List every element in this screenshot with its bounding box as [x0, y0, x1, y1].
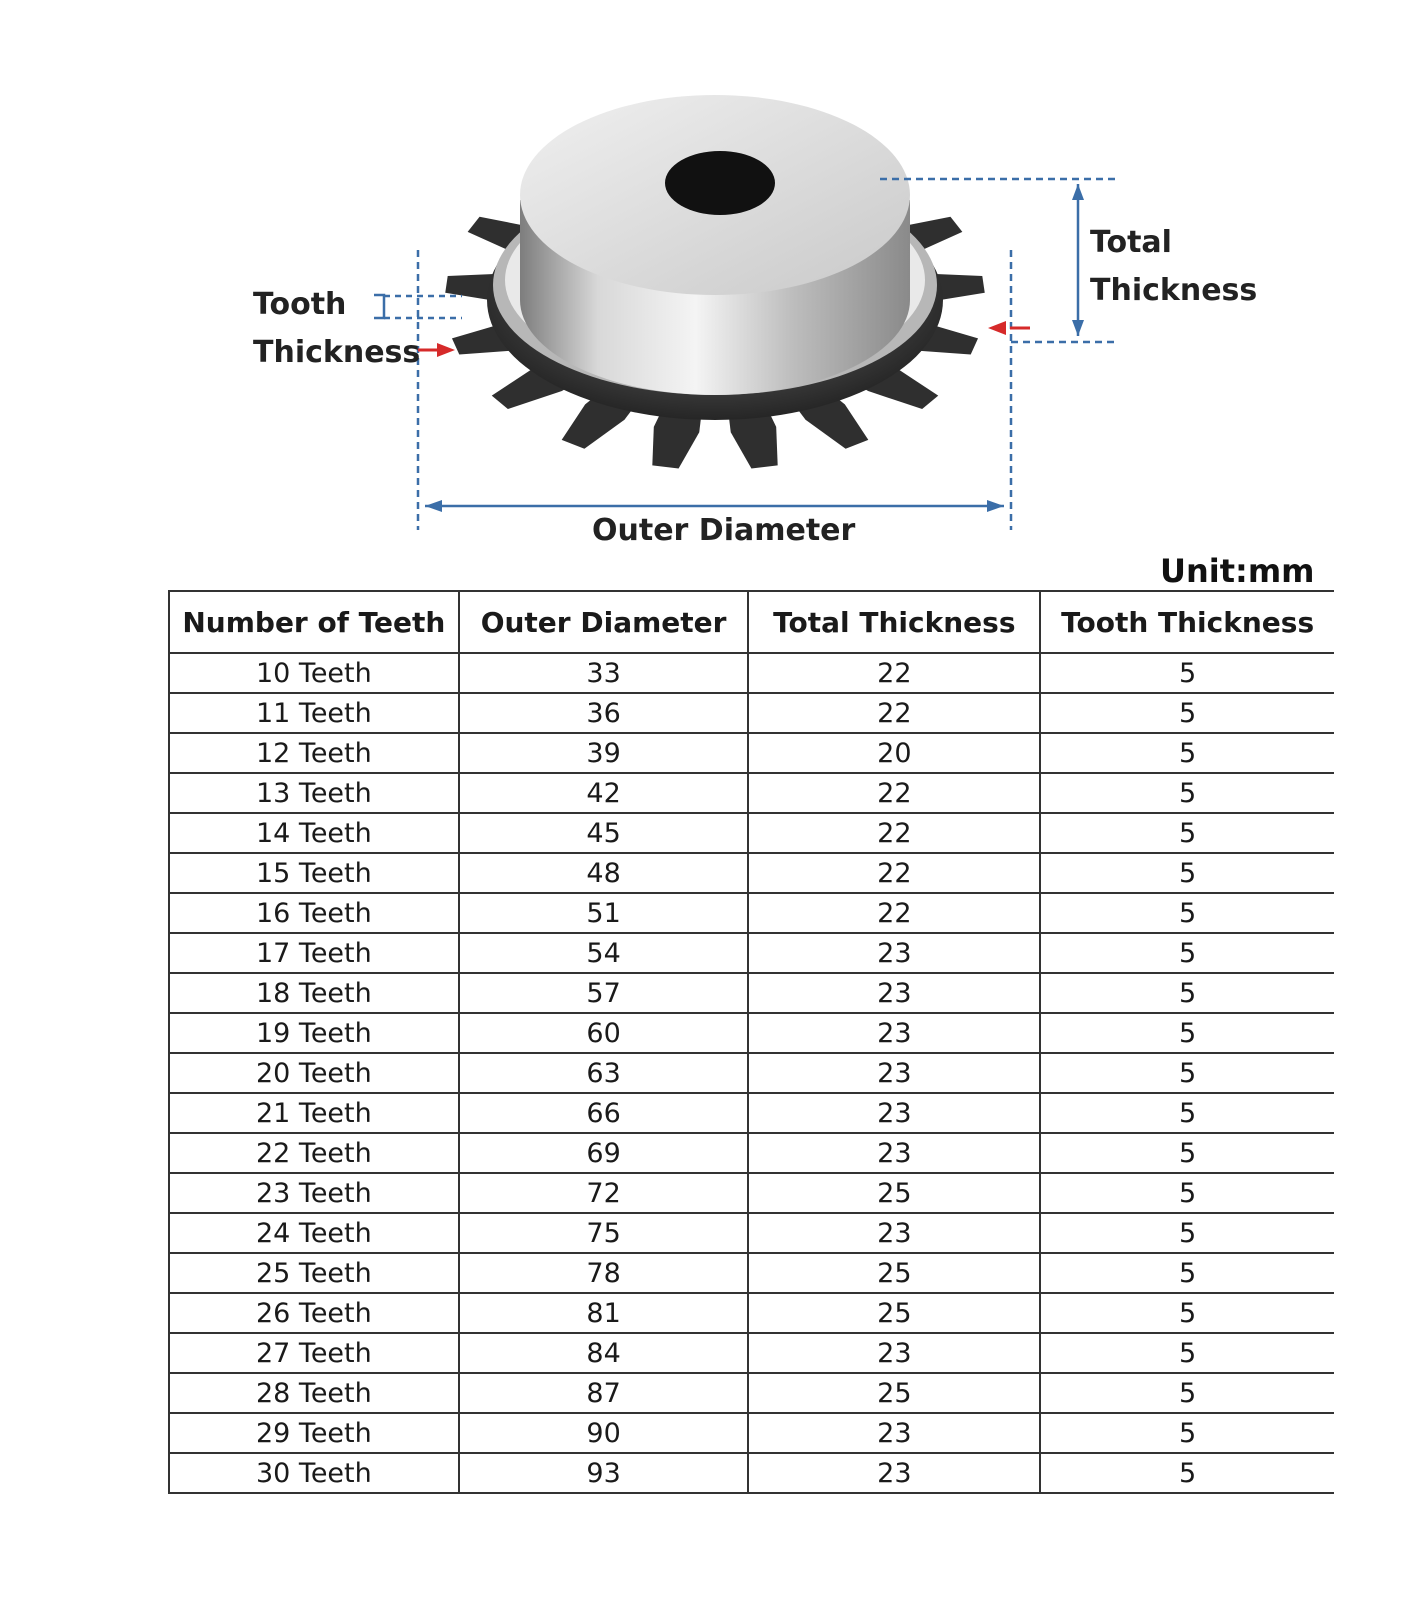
- cell-total-thickness: 22: [748, 893, 1040, 933]
- cell-tooth-thickness: 5: [1040, 813, 1334, 853]
- cell-teeth: 12 Teeth: [169, 733, 459, 773]
- table-row: [169, 1293, 1334, 1333]
- cell-total-thickness: 22: [748, 693, 1040, 733]
- cell-outer-diameter: 42: [459, 773, 749, 813]
- tooth-thickness-label-line1: Tooth: [253, 287, 347, 322]
- cell-total-thickness: 23: [748, 1213, 1040, 1253]
- cell-tooth-thickness: 5: [1040, 1413, 1334, 1453]
- cell-outer-diameter: 69: [459, 1133, 749, 1173]
- table-row: [169, 893, 1334, 933]
- cell-tooth-thickness: 5: [1040, 773, 1334, 813]
- cell-outer-diameter: 60: [459, 1013, 749, 1053]
- cell-tooth-thickness: 5: [1040, 1373, 1334, 1413]
- cell-tooth-thickness: 5: [1040, 1253, 1334, 1293]
- cell-outer-diameter: 90: [459, 1413, 749, 1453]
- cell-total-thickness: 23: [748, 1053, 1040, 1093]
- cell-teeth: 27 Teeth: [169, 1333, 459, 1373]
- cell-total-thickness: 23: [748, 1133, 1040, 1173]
- cell-outer-diameter: 93: [459, 1453, 749, 1493]
- table-row: [169, 773, 1334, 813]
- cell-total-thickness: 22: [748, 653, 1040, 693]
- cell-teeth: 17 Teeth: [169, 933, 459, 973]
- header-outer-diameter: Outer Diameter: [459, 591, 749, 653]
- cell-total-thickness: 23: [748, 1333, 1040, 1373]
- table-row: [169, 733, 1334, 773]
- cell-outer-diameter: 51: [459, 893, 749, 933]
- cell-tooth-thickness: 5: [1040, 653, 1334, 693]
- cell-outer-diameter: 84: [459, 1333, 749, 1373]
- table-header-row: [169, 591, 1334, 653]
- cell-total-thickness: 25: [748, 1253, 1040, 1293]
- cell-total-thickness: 23: [748, 933, 1040, 973]
- table-row: [169, 693, 1334, 733]
- cell-outer-diameter: 72: [459, 1173, 749, 1213]
- cell-outer-diameter: 45: [459, 813, 749, 853]
- table-row: [169, 1013, 1334, 1053]
- cell-tooth-thickness: 5: [1040, 1213, 1334, 1253]
- cell-outer-diameter: 39: [459, 733, 749, 773]
- cell-outer-diameter: 48: [459, 853, 749, 893]
- total-thickness-label-line2: Thickness: [1090, 273, 1258, 308]
- cell-teeth: 18 Teeth: [169, 973, 459, 1013]
- table-row: [169, 973, 1334, 1013]
- table-row: [169, 1213, 1334, 1253]
- cell-teeth: 16 Teeth: [169, 893, 459, 933]
- cell-tooth-thickness: 5: [1040, 1093, 1334, 1133]
- cell-total-thickness: 22: [748, 773, 1040, 813]
- table-row: [169, 1133, 1334, 1173]
- cell-tooth-thickness: 5: [1040, 1333, 1334, 1373]
- cell-teeth: 29 Teeth: [169, 1413, 459, 1453]
- cell-tooth-thickness: 5: [1040, 893, 1334, 933]
- cell-teeth: 19 Teeth: [169, 1013, 459, 1053]
- cell-teeth: 11 Teeth: [169, 693, 459, 733]
- spec-table: [168, 590, 1334, 1494]
- outer-diameter-label: Outer Diameter: [592, 513, 856, 548]
- cell-total-thickness: 25: [748, 1173, 1040, 1213]
- table-row: [169, 653, 1334, 693]
- table-row: [169, 1053, 1334, 1093]
- table-row: [169, 1373, 1334, 1413]
- cell-outer-diameter: 54: [459, 933, 749, 973]
- cell-teeth: 14 Teeth: [169, 813, 459, 853]
- bore-hole: [665, 151, 775, 215]
- table-row: [169, 933, 1334, 973]
- table-row: [169, 813, 1334, 853]
- sprocket-diagram: [0, 0, 1428, 560]
- cell-total-thickness: 22: [748, 853, 1040, 893]
- cell-teeth: 13 Teeth: [169, 773, 459, 813]
- table-row: [169, 1453, 1334, 1493]
- cell-teeth: 22 Teeth: [169, 1133, 459, 1173]
- table-row: [169, 1333, 1334, 1373]
- cell-outer-diameter: 63: [459, 1053, 749, 1093]
- cell-teeth: 24 Teeth: [169, 1213, 459, 1253]
- cell-total-thickness: 22: [748, 813, 1040, 853]
- cell-outer-diameter: 57: [459, 973, 749, 1013]
- cell-total-thickness: 20: [748, 733, 1040, 773]
- cell-total-thickness: 23: [748, 1453, 1040, 1493]
- cell-total-thickness: 23: [748, 1013, 1040, 1053]
- cell-outer-diameter: 33: [459, 653, 749, 693]
- cell-outer-diameter: 75: [459, 1213, 749, 1253]
- cell-teeth: 10 Teeth: [169, 653, 459, 693]
- cell-teeth: 30 Teeth: [169, 1453, 459, 1493]
- cell-tooth-thickness: 5: [1040, 1453, 1334, 1493]
- cell-tooth-thickness: 5: [1040, 1293, 1334, 1333]
- tooth-thickness-label-line2: Thickness: [253, 335, 421, 370]
- cell-total-thickness: 23: [748, 973, 1040, 1013]
- cell-teeth: 28 Teeth: [169, 1373, 459, 1413]
- total-thickness-label-line1: Total: [1090, 225, 1172, 260]
- table-row: [169, 1253, 1334, 1293]
- cell-tooth-thickness: 5: [1040, 1013, 1334, 1053]
- cell-teeth: 26 Teeth: [169, 1293, 459, 1333]
- cell-tooth-thickness: 5: [1040, 1133, 1334, 1173]
- cell-outer-diameter: 36: [459, 693, 749, 733]
- cell-teeth: 15 Teeth: [169, 853, 459, 893]
- cell-teeth: 23 Teeth: [169, 1173, 459, 1213]
- cell-tooth-thickness: 5: [1040, 693, 1334, 733]
- table-row: [169, 1093, 1334, 1133]
- cell-teeth: 20 Teeth: [169, 1053, 459, 1093]
- cell-tooth-thickness: 5: [1040, 973, 1334, 1013]
- header-tooth-thickness: Tooth Thickness: [1040, 591, 1334, 653]
- cell-total-thickness: 23: [748, 1093, 1040, 1133]
- table-row: [169, 853, 1334, 893]
- cell-outer-diameter: 66: [459, 1093, 749, 1133]
- header-number-of-teeth: Number of Teeth: [169, 591, 459, 653]
- cell-total-thickness: 23: [748, 1413, 1040, 1453]
- cell-teeth: 25 Teeth: [169, 1253, 459, 1293]
- cell-total-thickness: 25: [748, 1293, 1040, 1333]
- cell-tooth-thickness: 5: [1040, 1173, 1334, 1213]
- cell-tooth-thickness: 5: [1040, 1053, 1334, 1093]
- unit-label: Unit:mm: [1160, 552, 1315, 590]
- cell-outer-diameter: 81: [459, 1293, 749, 1333]
- cell-outer-diameter: 87: [459, 1373, 749, 1413]
- header-total-thickness: Total Thickness: [748, 591, 1040, 653]
- cell-outer-diameter: 78: [459, 1253, 749, 1293]
- cell-tooth-thickness: 5: [1040, 933, 1334, 973]
- cell-total-thickness: 25: [748, 1373, 1040, 1413]
- cell-tooth-thickness: 5: [1040, 733, 1334, 773]
- table-row: [169, 1413, 1334, 1453]
- cell-teeth: 21 Teeth: [169, 1093, 459, 1133]
- table-body: [169, 653, 1334, 1493]
- table-row: [169, 1173, 1334, 1213]
- cell-tooth-thickness: 5: [1040, 853, 1334, 893]
